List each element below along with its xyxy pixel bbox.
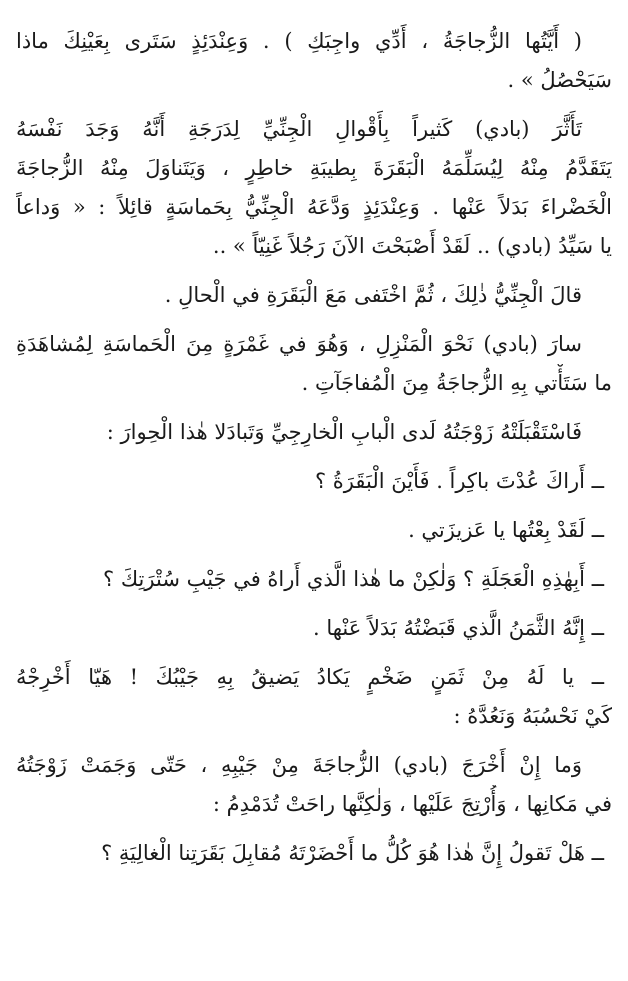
dialogue-line-1 [16,462,612,501]
dialogue-line-4 [16,609,612,648]
text-line: ــ أَراكَ عُدْتَ باكِراً . فَأَيْنَ الْبَقَرَةُ ؟ [314,469,604,493]
text-line: ( أَيَّتُها الزُّجاجَةُ ، أَدِّي واجِبَكِ ) . وَعِنْدَئِذٍ سَتَرى بِعَيْنِكَ ماذا [16,29,582,53]
dialogue-line-6 [16,834,612,873]
text-line: قالَ الْجِنِّيُّ ذٰلِكَ ، ثُمَّ اخْتَفى مَعَ الْبَقَرَةِ في الْحالِ . [164,283,582,307]
text-line: ــ لَقَدْ بِعْتُها يا عَزيزَتي . [408,518,604,542]
text-line: تَأَثَّرَ (بادي) كَثيراً بِأَقْوالِ الْجِنِّيِّ لِدَرَجَةِ أَنَّهُ وَجَدَ نَفْسَهُ [16,117,582,141]
paragraph-3 [16,276,612,315]
text-line: فَاسْتَقْبَلَتْهُ زَوْجَتُهُ لَدى الْبابِ الْخارِجِيِّ وَتَبادَلا هٰذا الْحِوارَ : [106,420,582,444]
paragraph-2 [16,110,612,266]
paragraph-4 [16,325,612,403]
text-line: كَيْ نَحْسُبَهُ وَنَعُدَّهُ : [453,704,612,728]
text-line: الْخَضْراءَ بَدَلاً عَنْها . وَعِنْدَئِذٍ وَدَّعَهُ الْجِنِّيُّ بِحَماسَةٍ قائِلاً : « وَداعاً [16,195,612,219]
text-line: ــ أَبِهٰذِهِ الْعَجَلَةِ ؟ وَلٰكِنْ ما هٰذا الَّذي أَراهُ في جَيْبِ سُتْرَتِكَ ؟ [103,567,604,591]
text-line: سَيَحْصُلُ » . [507,68,612,92]
dialogue-line-3 [16,560,612,599]
text-line: ــ إِنَّهُ الثَّمَنُ الَّذي قَبَضْتُهُ بَدَلاً عَنْها . [312,616,604,640]
paragraph-1 [16,22,612,100]
text-line: ــ هَلْ تَقولُ إِنَّ هٰذا هُوَ كُلُّ ما أَحْضَرْتَهُ مُقابِلَ بَقَرَتِنا الْغالِيَةِ ؟ [101,841,604,865]
dialogue-line-2 [16,511,612,550]
text-line: ــ يا لَهُ مِنْ ثَمَنٍ ضَخْمٍ يَكادُ يَضيقُ بِهِ جَيْبُكَ ! هَيّا أَخْرِجْهُ [16,665,604,689]
text-line: يَتَقَدَّمُ مِنْهُ لِيُسَلِّمَهُ الْبَقَرَةَ بِطيبَةِ خاطِرٍ ، وَيَتَناوَلَ مِنْهُ الزُّجاجَةَ [16,156,612,180]
paragraph-6 [16,746,612,824]
text-line: في مَكانِها ، وَأُرْتِجَ عَلَيْها ، وَلٰكِنَّها راحَتْ تُدَمْدِمُ : [212,792,612,816]
text-line: سارَ (بادي) نَحْوَ الْمَنْزِلِ ، وَهُوَ في غَمْرَةٍ مِنَ الْحَماسَةِ لِمُشاهَدَةِ [16,332,582,356]
text-line: وَما إِنْ أَخْرَجَ (بادي) الزُّجاجَةَ مِنْ جَيْبِهِ ، حَتّى وَجَمَتْ زَوْجَتُهُ [16,753,582,777]
text-line: يا سَيِّدُ (بادي) .. لَقَدْ أَصْبَحْتَ الآنَ رَجُلاً غَنِيّاً » .. [212,234,612,258]
text-line: ما سَتَأْتي بِهِ الزُّجاجَةُ مِنَ الْمُفاجَآتِ . [301,371,612,395]
paragraph-5 [16,413,612,452]
dialogue-line-5 [16,658,612,736]
